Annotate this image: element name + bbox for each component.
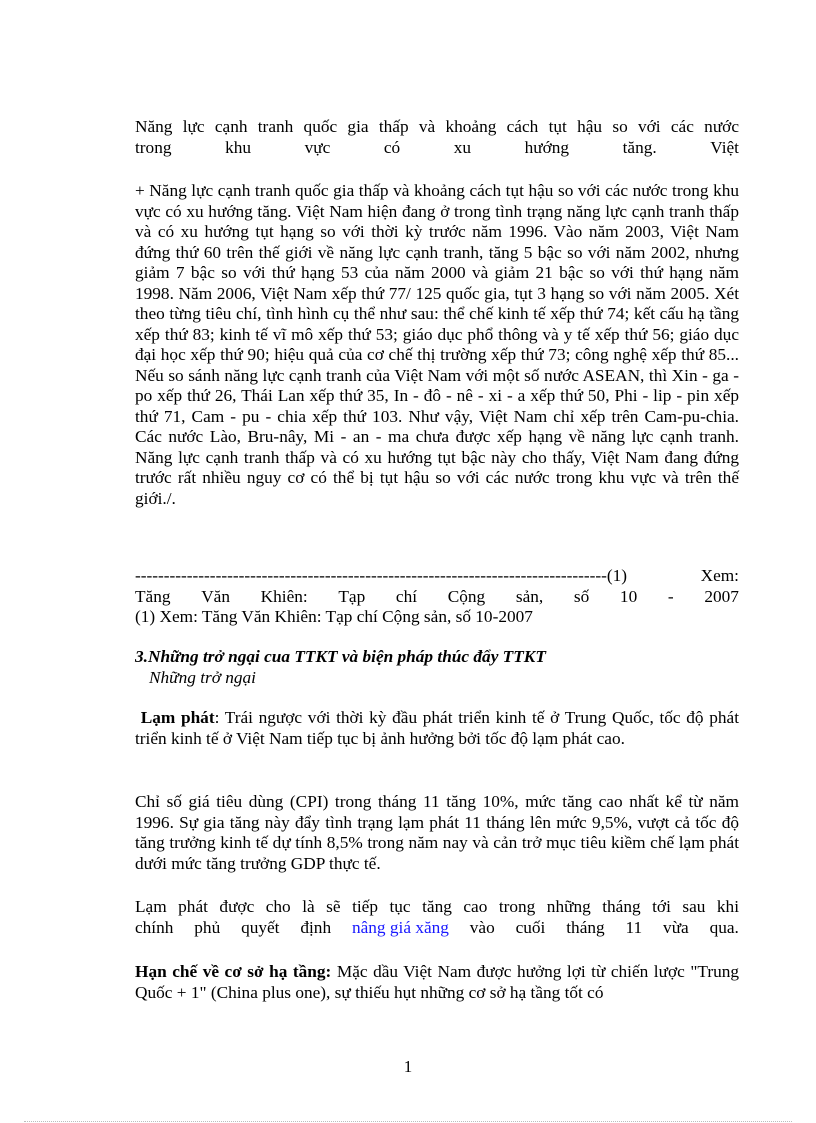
- word: cuối: [515, 917, 546, 937]
- inflation-text: : Trái ngược với thời kỳ đầu phát triển kinh tế ở Trung Quốc, tốc độ phát triển kinh tế ở Việt Nam tiếp tục bị ảnh hưởng bởi tốc độ lạm phát cao.: [135, 708, 739, 748]
- main-paragraph-text: + Năng lực cạnh tranh quốc gia thấp và khoảng cách tụt hậu so với các nước trong khu vực có xu hướng tăng. Việt Nam hiện đang ở trong tình trạng năng lực cạnh tranh thấp và có xu hướng tụt hạng so với thời kỳ trước năm 1996. Vào năm 2003, Việt Nam đứng thứ 60 trên thế giới về năng lực cạnh tranh, tăng 5 bậc so với năm 2002, nhưng giảm 7 bậc so với thứ hạng 53 của năm 2000 và giảm 21 bậc so với thứ hạng năm 1998. Năm 2006, Việt Nam xếp thứ 77/ 125 quốc gia, tụt 3 hạng so với năm 2005. Xét theo từng tiêu chí, tình hình cụ thể như sau: thể chế kinh tế xếp thứ 74; kết cấu hạ tầng xếp thứ 83; kinh tế vĩ mô xếp thứ 53; giáo dục phổ thông và y tế xếp thứ 56; giáo dục đại học xếp thứ 90; hiệu quả của cơ chế thị trường xếp thứ 73; công nghệ xếp thứ 85... Nếu so sánh năng lực cạnh tranh của Việt Nam với một số nước ASEAN, thì Xin - ga - po xếp thứ 26, Thái Lan xếp thứ 35, In - đô - nê - xi - a xếp thứ 50, Phi - lip - pin xếp thứ 71, Cam - pu - chia xếp thứ 103. Như vậy, Việt Nam chỉ xếp trên Cam-pu-chia. Các nước Lào, Bru-nây, Mi - an - ma chưa được xếp hạng về năng lực cạnh tranh. Năng lực cạnh tranh thấp và có xu hướng tụt bậc này cho thấy, Việt Nam đang đứng trước rất nhiều nguy cơ có thể bị tụt hậu so với các nước trong khu vực và trên thế giới./.: [135, 181, 739, 508]
- word: chính: [135, 917, 174, 937]
- infrastructure-label: Hạn chế về cơ sở hạ tầng:: [135, 962, 332, 981]
- word: trong: [135, 137, 172, 157]
- section-heading: 3.Những trở ngại cua TTKT và biện pháp thúc đẩy TTKT: [135, 647, 546, 666]
- footnote-rule-line: [135, 566, 739, 587]
- word: 10: [619, 586, 638, 606]
- word: 11: [625, 917, 643, 937]
- word: số: [573, 586, 590, 606]
- word: khu: [225, 137, 251, 157]
- inflation-text-block: [135, 708, 739, 749]
- word: hướng: [524, 137, 570, 157]
- fuel-price-link[interactable]: nâng giá xăng: [351, 917, 449, 937]
- footnote-block: [135, 566, 739, 628]
- word: Khiên:: [260, 586, 308, 606]
- forecast-paragraph: [135, 897, 739, 938]
- cpi-paragraph: [135, 792, 739, 874]
- word: xu: [453, 137, 471, 157]
- intro-paragraph: [135, 117, 739, 158]
- word: qua.: [709, 917, 739, 937]
- footnote-rule-tail: Xem:: [700, 566, 739, 585]
- intro-line-1: Năng lực cạnh tranh quốc gia thấp và khoảng cách tụt hậu so với các nước: [135, 117, 739, 136]
- word: vừa: [663, 917, 689, 937]
- word: Tăng: [135, 586, 171, 606]
- word: Cộng: [447, 586, 486, 606]
- page-number: 1: [403, 1057, 413, 1076]
- word: tăng.: [622, 137, 657, 157]
- word: có: [383, 137, 401, 157]
- section-heading-block: [135, 647, 739, 688]
- section-subheading: Những trở ngại: [149, 667, 256, 687]
- footnote-line-2: [135, 587, 739, 608]
- forecast-line-1: Lạm phát được cho là sẽ tiếp tục tăng cao trong những tháng tới sau khi: [135, 897, 739, 916]
- word: chí: [395, 586, 418, 606]
- word: sản,: [515, 586, 544, 606]
- footnote-rule: ----------------------------------------------------------------------------------(1): [135, 566, 628, 585]
- word: vào: [469, 917, 495, 937]
- word: Việt: [710, 137, 739, 157]
- word: Tạp: [338, 586, 366, 606]
- infrastructure-paragraph: [135, 962, 739, 1003]
- footnote-citation: (1) Xem: Tăng Văn Khiên: Tạp chí Cộng sản, số 10-2007: [135, 607, 533, 626]
- word: vực: [304, 137, 331, 157]
- infrastructure-text-block: [135, 962, 739, 1003]
- inflation-label: Lạm phát: [140, 708, 215, 727]
- competitiveness-paragraph: [135, 181, 739, 509]
- forecast-line-2: [135, 918, 739, 939]
- word: phủ: [194, 917, 221, 937]
- word: 2007: [704, 586, 739, 606]
- cpi-text: Chỉ số giá tiêu dùng (CPI) trong tháng 11 tăng 10%, mức tăng cao nhất kể từ năm 1996. Sự gia tăng này đẩy tình trạng lạm phát 11 tháng lên mức 9,5%, vượt cả tốc độ tăng trưởng kinh tế dự tính 8,5% trong năm nay và cản trở mục tiêu kiềm chế lạm phát dưới mức tăng trưởng GDP thực tế.: [135, 792, 739, 873]
- inflation-paragraph: [135, 708, 739, 749]
- infrastructure-text: Mặc dầu Việt Nam được hưởng lợi từ chiến lược "Trung Quốc + 1" (China plus one), sự thiếu hụt những cơ sở hạ tầng tốt có: [135, 962, 739, 1002]
- word: tháng: [566, 917, 605, 937]
- word: định: [300, 917, 332, 937]
- word: -: [667, 586, 674, 606]
- page-bottom-divider: [24, 1121, 792, 1122]
- word: quyết: [241, 917, 280, 937]
- intro-line-2: [135, 138, 739, 159]
- word: Văn: [201, 586, 230, 606]
